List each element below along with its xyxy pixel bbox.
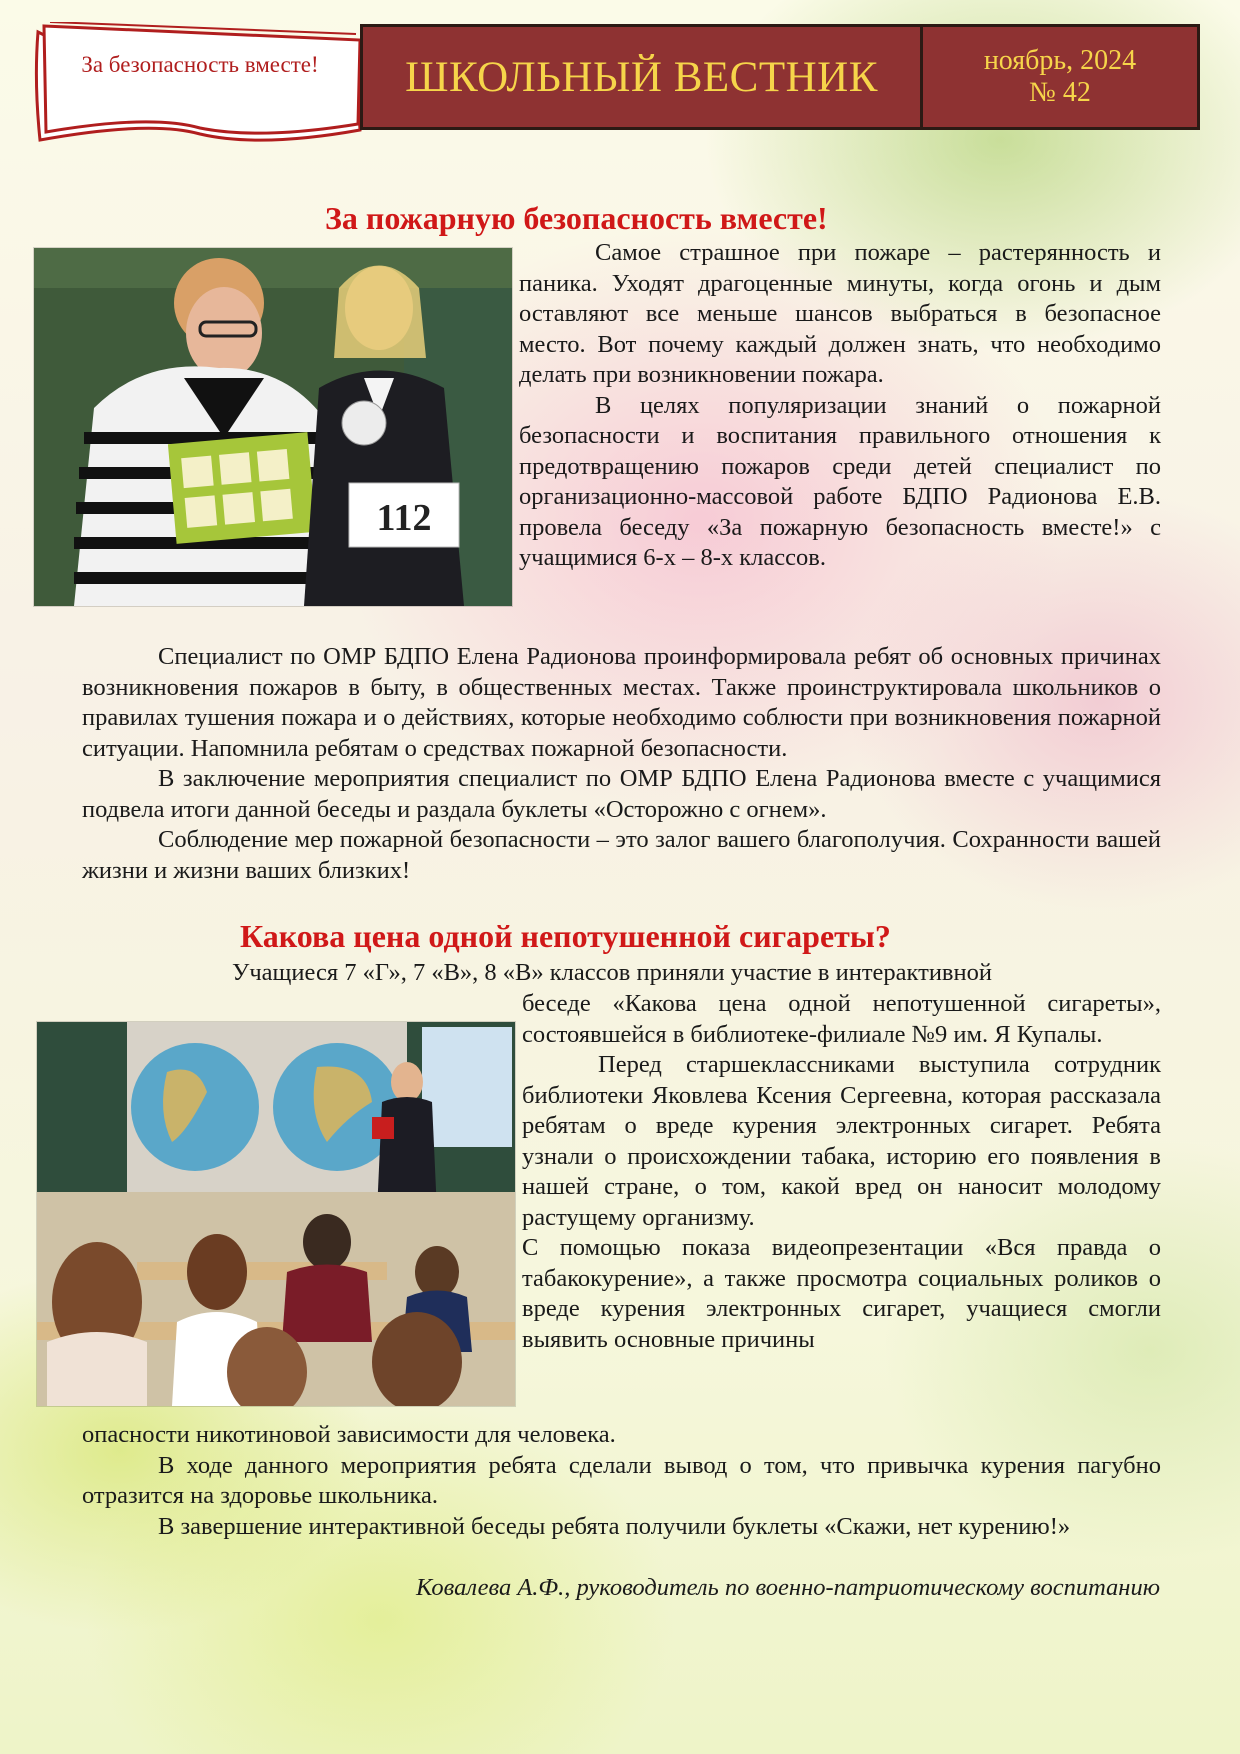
article1-title: За пожарную безопасность вместе! bbox=[325, 200, 828, 236]
article1-paragraph: Самое страшное при пожаре – растерянность и паника. Уходят драгоценные минуты, когда огонь и дым оставляют все меньше шансов выбраться в безопасное место. Вот почему каждый должен знать, что необходимо делать при возникновении пожара. bbox=[519, 239, 1161, 388]
issue-number: № 42 bbox=[1029, 77, 1091, 108]
article2-paragraph: С помощью показа видеопрезентации «Вся правда о табакокурение», а также просмотра социальных роликов о вреде курения электронных сигарет, учащиеся смогли выявить основные причины bbox=[522, 1234, 1161, 1353]
article1-wrap-text bbox=[519, 238, 1161, 574]
newspaper-title: ШКОЛЬНЫЙ ВЕСТНИК bbox=[363, 27, 923, 127]
issue-date: ноябрь, 2024 bbox=[983, 45, 1137, 76]
banner-slogan: За безопасность вместе! bbox=[81, 52, 319, 77]
article2-wrap-text bbox=[522, 989, 1161, 1355]
article1-paragraph: Специалист по ОМР БДПО Елена Радионова проинформировала ребят об основных причинах возникновения пожаров в быту, в общественных местах. Также проинструктировала школьников о правилах тушения пожара и о действиях, которые необходимо соблюсти при возникновения пожарной ситуации. Напомнила ребятам о средствах пожарной безопасности. bbox=[82, 643, 1161, 762]
article2-paragraph: опасности никотиновой зависимости для человека. bbox=[82, 1421, 616, 1448]
masthead bbox=[360, 24, 1200, 130]
article2-photo bbox=[36, 1021, 516, 1407]
article2-paragraph: В завершение интерактивной беседы ребята получили буклеты «Скажи, нет курению!» bbox=[158, 1512, 1071, 1540]
author-signature: Ковалева А.Ф., руководитель по военно-патриотическому воспитанию bbox=[416, 1574, 1160, 1601]
article1-photo bbox=[33, 247, 513, 607]
scroll-decoration bbox=[30, 22, 362, 150]
article1-paragraph: В целях популяризации знаний о пожарной безопасности и воспитания правильного отношения к предотвращению пожаров среди детей специалист по организационно-массовой работе БДПО Радионова Е.В. провела беседу «За пожарную безопасность вместе!» с учащимися 6-х – 8-х классов. bbox=[519, 391, 1161, 571]
article2-title: Какова цена одной непотушенной сигареты? bbox=[240, 918, 891, 954]
article2-intro: Учащиеся 7 «Г», 7 «В», 8 «В» классов приняли участие в интерактивной bbox=[232, 959, 992, 986]
article2-paragraph: беседе «Какова цена одной непотушенной сигареты», состоявшейся в библиотеке-филиале №9 им. Я Купалы. bbox=[522, 990, 1161, 1048]
article1-body-text bbox=[82, 642, 1161, 886]
photo-badge-number: 112 bbox=[376, 497, 432, 539]
article1-paragraph: В заключение мероприятия специалист по ОМР БДПО Елена Радионова вместе с учащимися подвела итоги данной беседы и раздала буклеты «Осторожно с огнем». bbox=[82, 765, 1161, 823]
article2-body-text bbox=[82, 1420, 1161, 1542]
issue-info bbox=[923, 27, 1197, 127]
header-banner bbox=[30, 22, 362, 150]
article1-paragraph: Соблюдение мер пожарной безопасности – это залог вашего благополучия. Сохранности вашей жизни и жизни ваших близких! bbox=[82, 826, 1161, 884]
article2-paragraph: В ходе данного мероприятия ребята сделали вывод о том, что привычка курения пагубно отразится на здоровье школьника. bbox=[82, 1451, 1161, 1509]
article2-paragraph: Перед старшеклассниками выступила сотрудник библиотеки Яковлева Ксения Сергеевна, которая рассказала ребятам о вреде курения электронных сигарет. Ребята узнали о происхождении табака, историю его появления в нашей стране, о том, какой вред он наносит молодому растущему организму. bbox=[522, 1051, 1161, 1231]
